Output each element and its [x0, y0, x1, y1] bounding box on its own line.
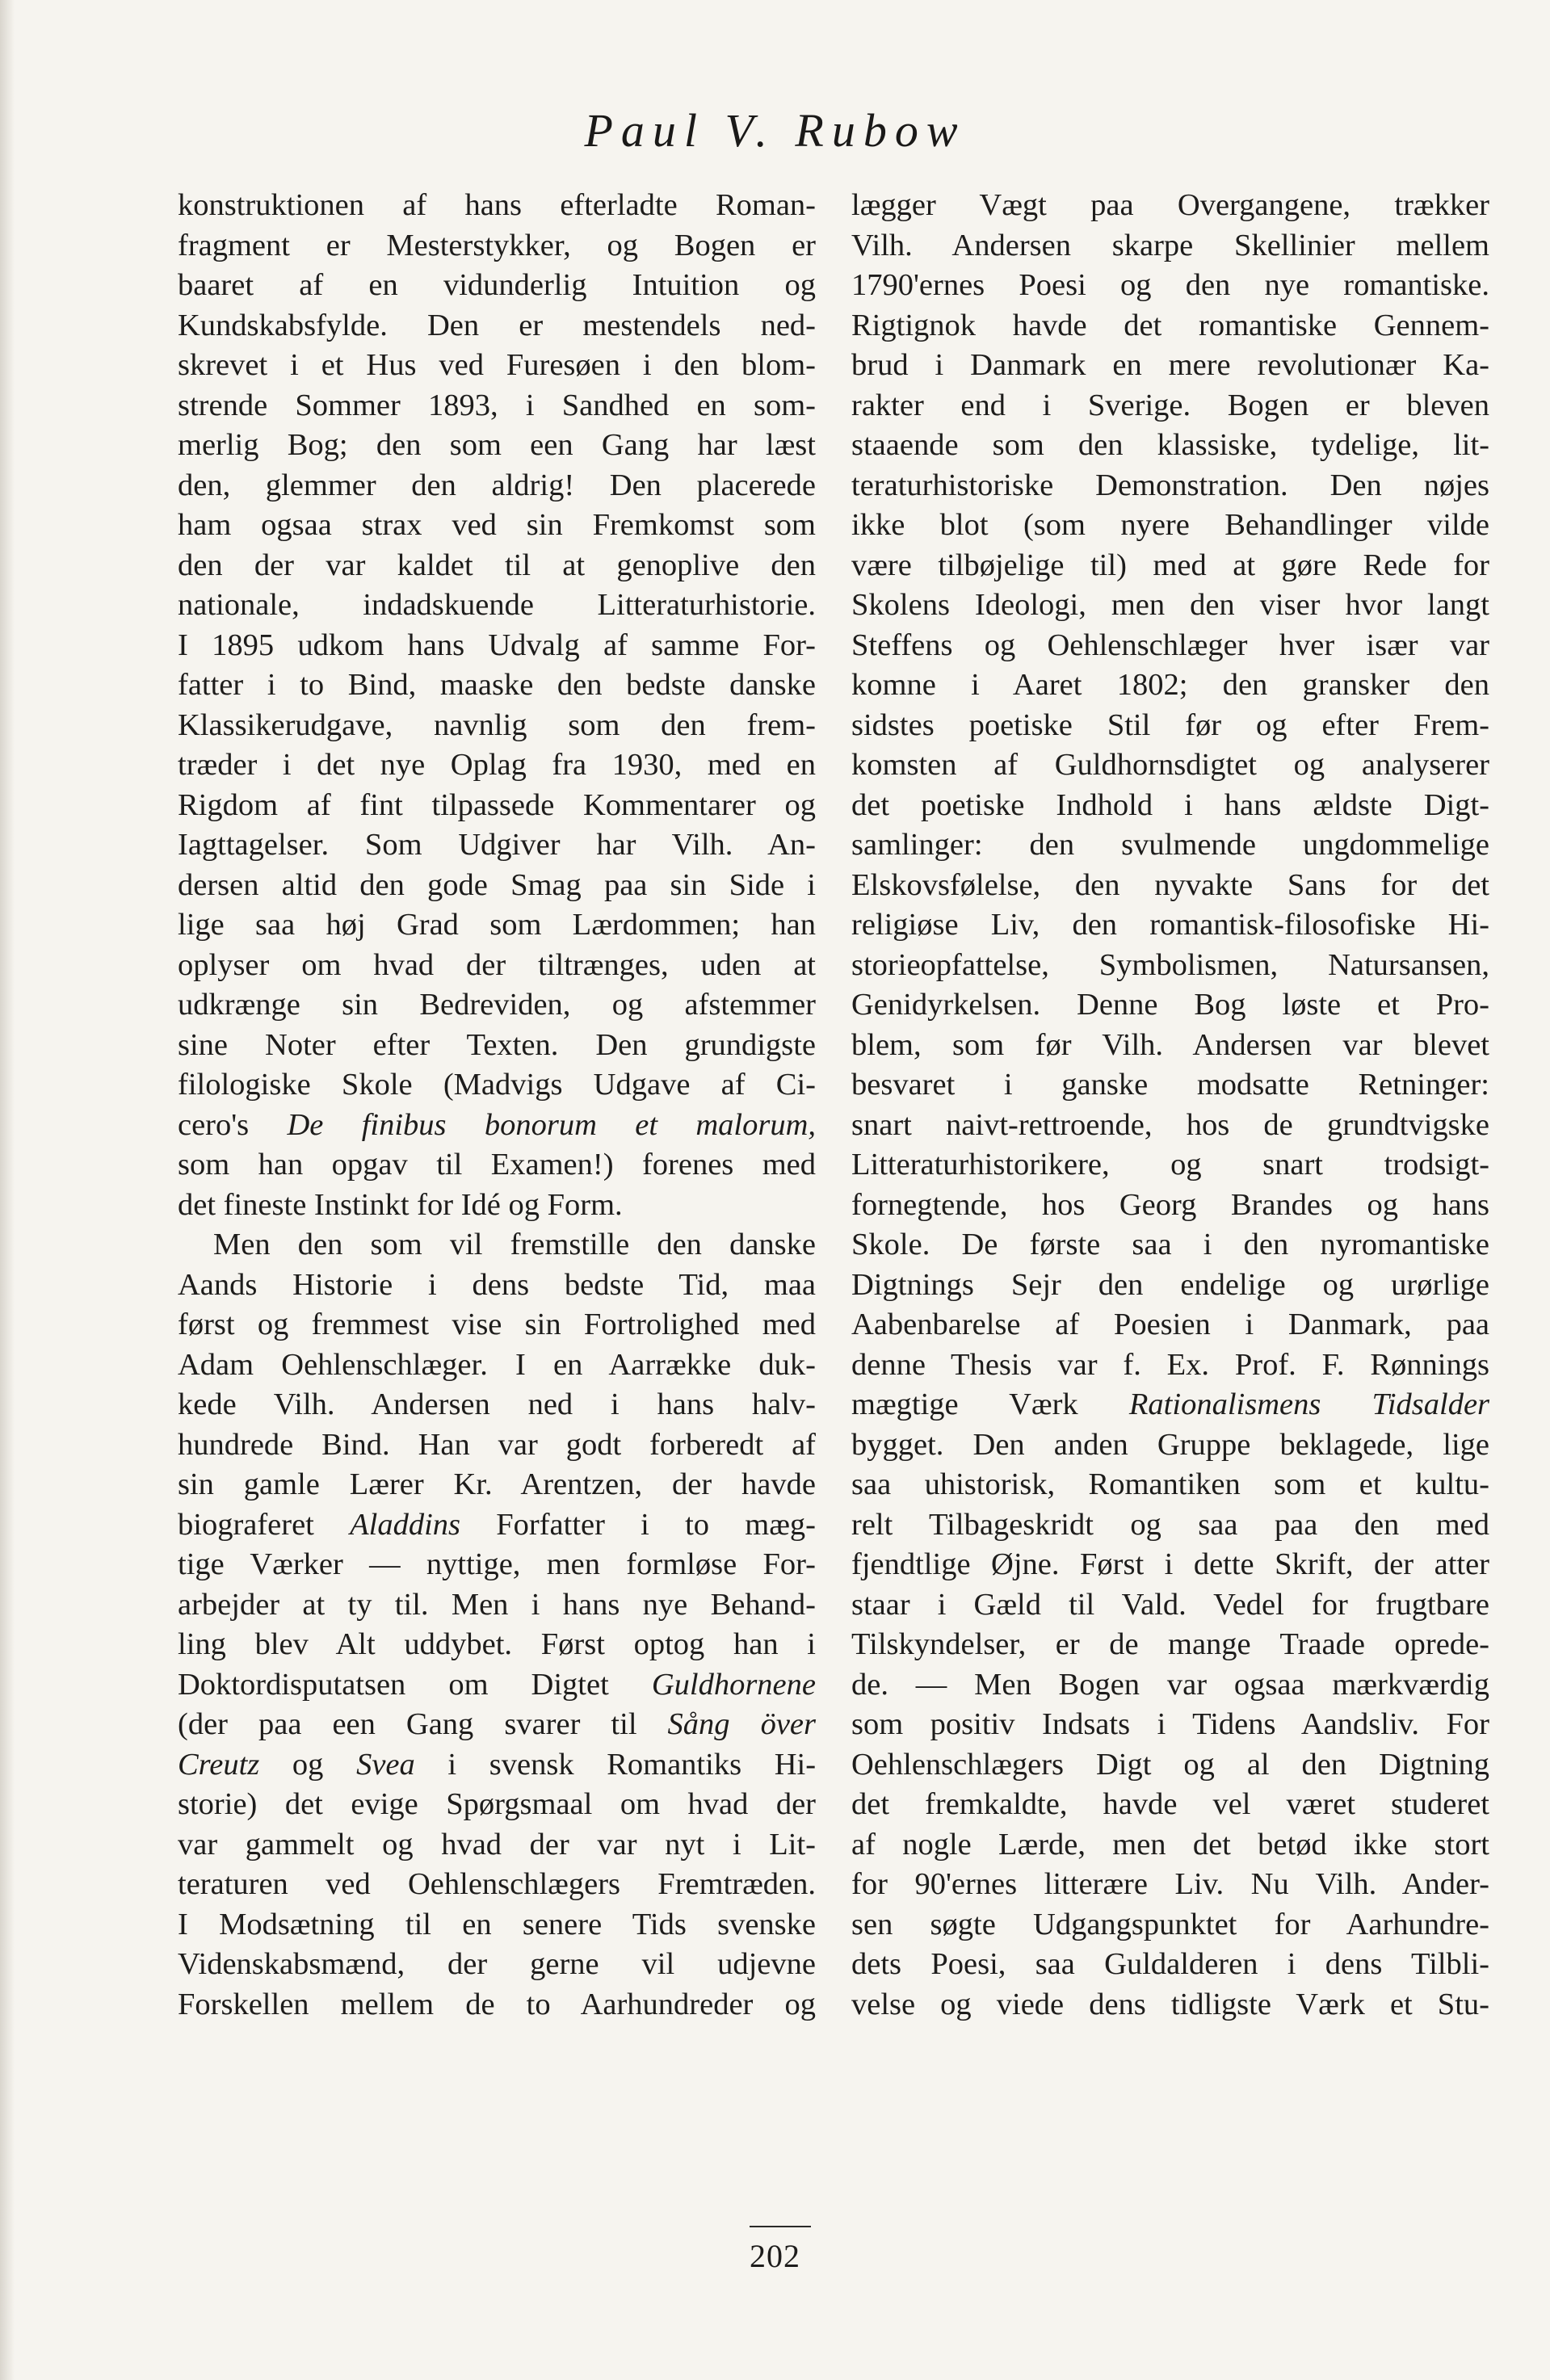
text-line: velse og viede dens tidligste Værk et Stu-: [851, 1987, 1489, 2021]
text-line-with-italic-title: [851, 1385, 1489, 1425]
text-line: konstruktionen af hans efterladte Roman-: [178, 188, 816, 222]
text-line: først og fremmest vise sin Fortrolighed med: [178, 1308, 816, 1341]
footer-rule: [750, 2226, 811, 2227]
text-line: staaende som den klassiske, tydelige, lit-: [851, 428, 1489, 462]
text-line: Klassikerudgave, navnlig som den frem-: [178, 707, 816, 742]
text-line: Aands Historie i dens bedste Tid, maa: [178, 1267, 816, 1302]
text-fragment: (der paa een Gang svarer til: [178, 1707, 637, 1741]
text-line: ikke blot (som nyere Behandlinger vilde: [851, 508, 1489, 542]
text-line: I 1895 udkom hans Udvalg af samme For-: [178, 628, 816, 662]
text-line: fornegtende, hos Georg Brandes og hans: [851, 1187, 1489, 1222]
text-fragment: Doktordisputatsen om Digtet: [178, 1667, 609, 1702]
text-line: Rigdom af fint tilpassede Kommentarer og: [178, 787, 816, 822]
text-line: være tilbøjelige til) med at gøre Rede for: [851, 548, 1489, 582]
italic-title: De finibus bonorum et malorum,: [287, 1107, 816, 1142]
text-line: komne i Aaret 1802; den gransker den: [851, 668, 1489, 702]
text-line-with-italic-title: [178, 1705, 816, 1745]
text-line: Skole. De første saa i den nyromantiske: [851, 1228, 1489, 1261]
text-line: komsten af Guldhornsdigtet og analyserer: [851, 748, 1489, 782]
text-line: Tilskyndelser, er de mange Traade oprede-: [851, 1627, 1489, 1661]
text-line: 1790'ernes Poesi og den nye romantiske.: [851, 268, 1489, 302]
text-line: I Modsætning til en senere Tids svenske: [178, 1907, 816, 1941]
text-line: Rigtignok havde det romantiske Gennem-: [851, 308, 1489, 342]
text-line: arbejder at ty til. Men i hans nye Behand-: [178, 1587, 816, 1622]
text-line: bygget. Den anden Gruppe beklagede, lige: [851, 1427, 1489, 1462]
text-line: Iagttagelser. Som Udgiver har Vilh. An-: [178, 828, 816, 862]
text-fragment: biograferet: [178, 1507, 314, 1542]
text-line: relt Tilbageskridt og saa paa den med: [851, 1507, 1489, 1542]
text-line: strende Sommer 1893, i Sandhed en som-: [178, 388, 816, 422]
text-line: religiøse Liv, den romantisk-filosofiske Hi-: [851, 908, 1489, 942]
text-line: de. — Men Bogen var ogsaa mærkværdig: [851, 1667, 1489, 1702]
text-line: den, glemmer den aldrig! Den placerede: [178, 468, 816, 502]
text-line: teraturen ved Oehlenschlægers Fremtræden.: [178, 1867, 816, 1901]
text-line: Forskellen mellem de to Aarhundreder og: [178, 1987, 816, 2021]
text-line: storie) det evige Spørgsmaal om hvad der: [178, 1787, 816, 1821]
text-line: Adam Oehlenschlæger. I en Aarrække duk-: [178, 1347, 816, 1382]
text-line: fjendtlige Øjne. Først i dette Skrift, der atter: [851, 1547, 1489, 1581]
text-line: som han opgav til Examen!) forenes med: [178, 1148, 816, 1182]
text-line-with-italic-title: [178, 1106, 816, 1146]
text-line: rakter end i Sverige. Bogen er bleven: [851, 388, 1489, 422]
text-line: Elskovsfølelse, den nyvakte Sans for det: [851, 867, 1489, 902]
text-line: kede Vilh. Andersen ned i hans halv-: [178, 1387, 816, 1421]
text-line: storieopfattelse, Symbolismen, Natursansen,: [851, 947, 1489, 982]
text-line: dets Poesi, saa Guldalderen i dens Tilbli-: [851, 1947, 1489, 1981]
text-line: sine Noter efter Texten. Den grundigste: [178, 1027, 816, 1062]
italic-title: Sång över: [667, 1707, 816, 1741]
text-line: fatter i to Bind, maaske den bedste danske: [178, 668, 816, 702]
text-line: samlinger: den svulmende ungdommelige: [851, 828, 1489, 862]
text-line: besvaret i ganske modsatte Retninger:: [851, 1068, 1489, 1102]
running-header: Paul V. Rubow: [584, 104, 966, 157]
italic-title: Guldhornene: [651, 1667, 816, 1702]
text-line: Steffens og Oehlenschlæger hver især var: [851, 628, 1489, 662]
italic-title: Aladdins: [350, 1507, 461, 1542]
text-line: fragment er Mesterstykker, og Bogen er: [178, 228, 816, 262]
text-line: hundrede Bind. Han var godt forberedt af: [178, 1427, 816, 1462]
text-fragment: og: [292, 1747, 324, 1782]
italic-title: Creutz: [178, 1747, 260, 1782]
italic-title: Rationalismens Tidsalder: [1128, 1387, 1490, 1421]
text-line: Oehlenschlægers Digt og al den Digtning: [851, 1747, 1489, 1782]
text-line: staar i Gæld til Vald. Vedel for frugtbare: [851, 1587, 1489, 1622]
text-line-with-italic-title: [178, 1665, 816, 1706]
text-line: blem, som før Vilh. Andersen var blevet: [851, 1027, 1489, 1062]
text-line: det fremkaldte, havde vel været studeret: [851, 1787, 1489, 1821]
text-line: den der var kaldet til at genoplive den: [178, 548, 816, 582]
text-line: baaret af en vidunderlig Intuition og: [178, 268, 816, 302]
text-line: var gammelt og hvad der var nyt i Lit-: [178, 1827, 816, 1862]
text-line: træder i det nye Oplag fra 1930, med en: [178, 748, 816, 782]
text-line: skrevet i et Hus ved Furesøen i den blom-: [178, 348, 816, 382]
page-number: 202: [750, 2238, 800, 2274]
text-line: denne Thesis var f. Ex. Prof. F. Rønnings: [851, 1347, 1489, 1382]
text-line: filologiske Skole (Madvigs Udgave af Ci-: [178, 1068, 816, 1102]
text-line: Videnskabsmænd, der gerne vil udjevne: [178, 1947, 816, 1981]
text-line: snart naivt-rettroende, hos de grundtvigske: [851, 1107, 1489, 1142]
text-line: saa uhistorisk, Romantiken som et kultu-: [851, 1467, 1489, 1501]
text-fragment: Forfatter i to mæg-: [496, 1507, 816, 1542]
text-line: lægger Vægt paa Overgangene, trækker: [851, 188, 1489, 222]
text-line: merlig Bog; den som een Gang har læst: [178, 428, 816, 462]
text-line-with-italic-title: [178, 1505, 816, 1546]
text-line: nationale, indadskuende Litteraturhistorie.: [178, 588, 816, 622]
text-line: Skolens Ideologi, men den viser hvor langt: [851, 588, 1489, 622]
text-line: Genidyrkelsen. Denne Bog løste et Pro-: [851, 988, 1489, 1022]
text-line-with-italic-title: [178, 1745, 816, 1786]
text-fragment: i svensk Romantiks Hi-: [447, 1747, 817, 1782]
text-line: Kundskabsfylde. Den er mestendels ned-: [178, 308, 816, 342]
text-line: brud i Danmark en mere revolutionær Ka-: [851, 348, 1489, 382]
text-line: Litteraturhistorikere, og snart trodsigt-: [851, 1148, 1489, 1182]
text-line: af nogle Lærde, men det betød ikke stort: [851, 1827, 1489, 1862]
text-line: sin gamle Lærer Kr. Arentzen, der havde: [178, 1467, 816, 1501]
text-line: som positiv Indsats i Tidens Aandsliv. For: [851, 1707, 1489, 1741]
text-line: sen søgte Udgangspunktet for Aarhundre-: [851, 1907, 1489, 1941]
text-fragment: mægtige Værk: [851, 1387, 1078, 1421]
text-line: sidstes poetiske Stil før og efter Frem-: [851, 707, 1489, 742]
text-line: tige Værker — nyttige, men formløse For-: [178, 1547, 816, 1581]
text-line: lige saa høj Grad som Lærdommen; han: [178, 908, 816, 942]
text-line: teraturhistoriske Demonstration. Den nøjes: [851, 468, 1489, 502]
text-line: Digtnings Sejr den endelige og urørlige: [851, 1267, 1489, 1302]
text-line: det poetiske Indhold i hans ældste Digt-: [851, 787, 1489, 822]
paragraph-start-line: Men den som vil fremstille den danske: [213, 1228, 816, 1261]
text-line: ling blev Alt uddybet. Først optog han i: [178, 1627, 816, 1661]
right-text-column: [851, 186, 1489, 2025]
text-line: for 90'ernes litterære Liv. Nu Vilh. Ander-: [851, 1867, 1489, 1901]
paragraph-end-line: det fineste Instinkt for Idé og Form.: [178, 1187, 623, 1222]
left-text-column: [178, 186, 816, 2025]
italic-title: Svea: [356, 1747, 415, 1782]
text-line: ham ogsaa strax ved sin Fremkomst som: [178, 508, 816, 542]
text-line: udkrænge sin Bedreviden, og afstemmer: [178, 988, 816, 1022]
text-line: Aabenbarelse af Poesien i Danmark, paa: [851, 1308, 1489, 1341]
text-line: dersen altid den gode Smag paa sin Side i: [178, 867, 816, 902]
text-fragment: cero's: [178, 1107, 250, 1142]
text-line: oplyser om hvad der tiltrænges, uden at: [178, 947, 816, 982]
text-line: Vilh. Andersen skarpe Skellinier mellem: [851, 228, 1489, 262]
